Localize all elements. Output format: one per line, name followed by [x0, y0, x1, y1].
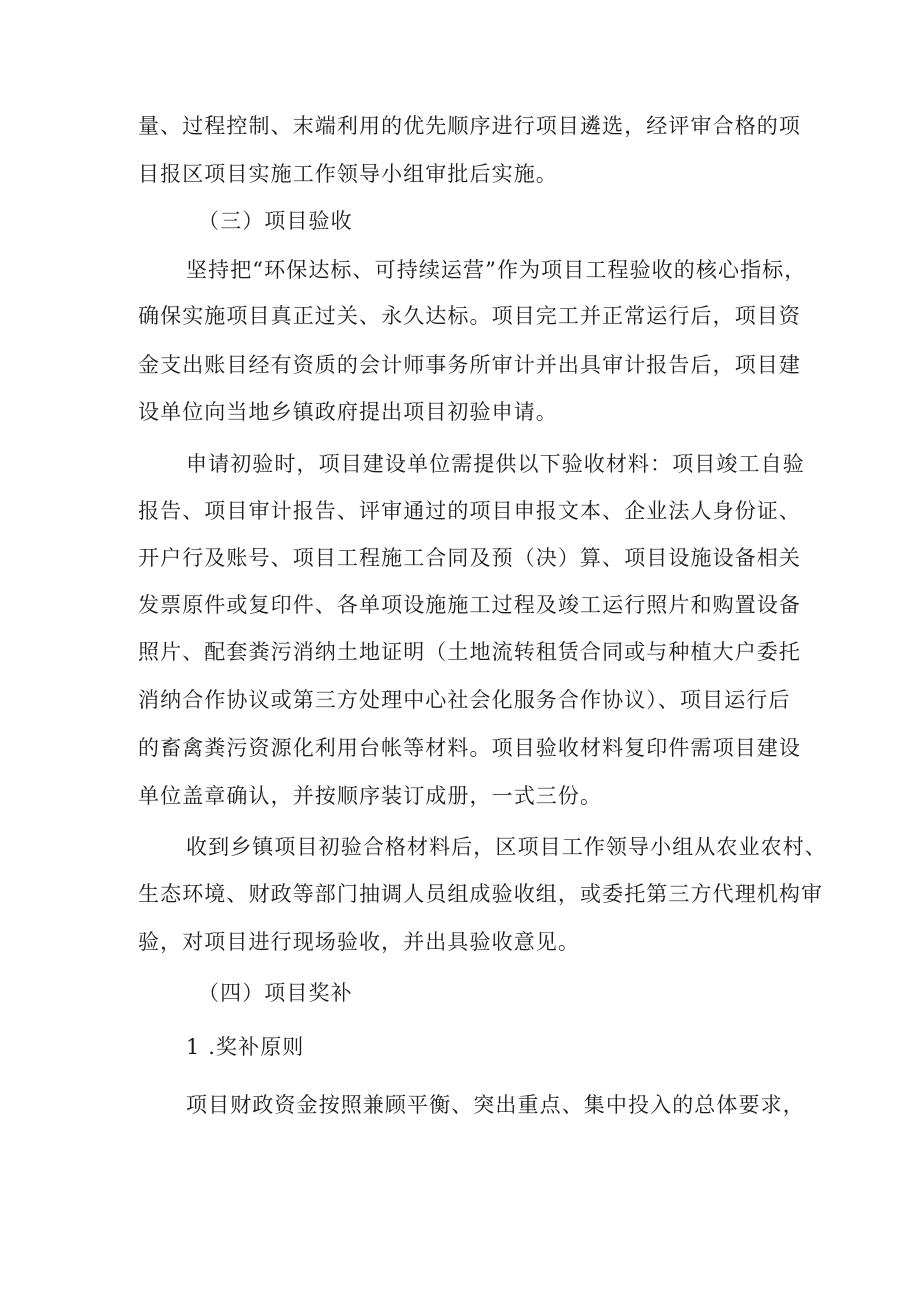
text-line: 消纳合作协议或第三方处理中心社会化服务合作协议）、项目运行后	[138, 688, 791, 712]
text-line: 金支出账目经有资质的会计师事务所审计并出具审计报告后，项目建	[138, 353, 801, 377]
text-line: 量、过程控制、末端利用的优先顺序进行项目遴选，经评审合格的项	[138, 114, 801, 138]
text-line: 照片、配套粪污消纳土地证明（土地流转租赁合同或与种植大户委托	[138, 640, 801, 664]
text-line: 单位盖章确认，并按顺序装订成册，一式三份。	[138, 784, 603, 808]
text-line: 开户行及账号、项目工程施工合同及预（决）算、项目设施设备相关	[138, 546, 801, 570]
text-line: 验，对项目进行现场验收，并出具验收意见。	[138, 930, 580, 954]
text-line: 报告、项目审计报告、评审通过的项目申报文本、企业法人身份证、	[138, 499, 801, 523]
text-line: 目报区项目实施工作领导小组审批后实施。	[138, 162, 558, 186]
paragraph-start: 坚持把“环保达标、可持续运营”作为项目工程验收的核心指标，	[186, 258, 807, 282]
paragraph-start: 收到乡镇项目初验合格材料后，区项目工作领导小组从农业农村、	[186, 835, 827, 859]
text-line: 生态环境、财政等部门抽调人员组成验收组，或委托第三方代理机构审	[138, 882, 824, 906]
paragraph-start: 项目财政资金按照兼顾平衡、突出重点、集中投入的总体要求，	[186, 1093, 805, 1117]
text-line: 发票原件或复印件、各单项设施施工过程及竣工运行照片和购置设备	[138, 593, 801, 617]
text-line: 设单位向当地乡镇政府提出项目初验申请。	[138, 400, 558, 424]
section-heading: （四）项目奖补	[198, 981, 353, 1005]
section-heading: （三）项目验收	[198, 209, 353, 233]
subsection-heading: 1 .奖补原则	[186, 1035, 305, 1059]
text-line: 的畜禽粪污资源化利用台帐等材料。项目验收材料复印件需项目建设	[138, 736, 801, 760]
paragraph-start: 申请初验时，项目建设单位需提供以下验收材料：项目竣工自验	[186, 452, 805, 476]
text-line: 确保实施项目真正过关、永久达标。项目完工并正常运行后，项目资	[138, 304, 801, 328]
